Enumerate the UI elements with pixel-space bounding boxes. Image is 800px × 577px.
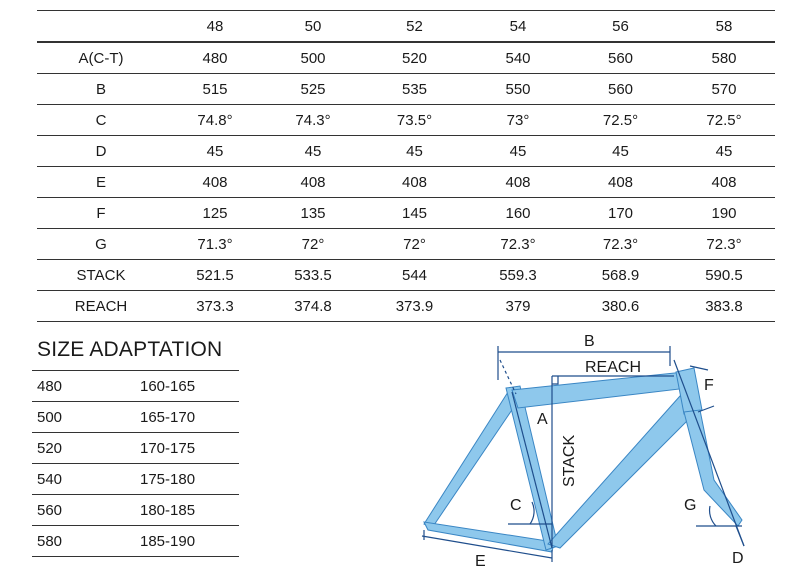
label-a: A — [537, 411, 548, 428]
geometry-value: 544 — [401, 266, 428, 284]
geometry-value: 560 — [607, 49, 634, 67]
row-label: B — [95, 80, 106, 98]
geometry-value: 380.6 — [601, 297, 640, 315]
size-header: 54 — [509, 17, 527, 35]
geometry-value: 72.3° — [602, 235, 639, 253]
geometry-value: 515 — [202, 80, 228, 98]
geometry-value: 73° — [506, 111, 530, 129]
geometry-value: 190 — [711, 204, 737, 222]
geometry-value: 525 — [300, 80, 326, 98]
label-f: F — [704, 377, 714, 394]
geometry-value: 550 — [505, 80, 531, 98]
label-reach: REACH — [585, 359, 642, 376]
geometry-value: 170 — [607, 204, 634, 222]
frame-size: 580 — [37, 532, 63, 550]
geometry-value: 379 — [505, 297, 531, 315]
geometry-value: 45 — [206, 142, 224, 160]
geometry-value: 72° — [403, 235, 426, 253]
size-adaptation-title: SIZE ADAPTATION — [37, 338, 223, 361]
geometry-value: 160 — [505, 204, 531, 222]
geometry-value: 500 — [300, 49, 326, 67]
row-label: STACK — [76, 266, 126, 284]
label-d: D — [732, 550, 744, 567]
frame-size: 560 — [37, 501, 63, 519]
geometry-value: 568.9 — [601, 266, 640, 284]
geometry-value: 408 — [711, 173, 737, 191]
geometry-value: 383.8 — [705, 297, 743, 315]
frame-tubes — [424, 368, 742, 552]
rider-height: 165-170 — [140, 408, 196, 426]
geometry-value: 45 — [406, 142, 423, 160]
geometry-value: 373.9 — [395, 297, 434, 315]
frame-size: 480 — [37, 377, 63, 395]
rider-height: 185-190 — [140, 532, 196, 550]
geometry-value: 533.5 — [294, 266, 332, 284]
geometry-value: 74.8° — [197, 111, 233, 129]
geometry-value: 408 — [202, 173, 228, 191]
geometry-value: 45 — [715, 142, 733, 160]
frame-size: 520 — [37, 439, 63, 457]
geometry-value: 480 — [202, 49, 228, 67]
geometry-value: 74.3° — [295, 111, 331, 129]
row-label: G — [95, 235, 107, 253]
row-label: REACH — [74, 297, 128, 315]
frame-size: 500 — [37, 408, 63, 426]
row-label: A(C-T) — [78, 49, 124, 67]
geometry-value: 71.3° — [197, 235, 233, 253]
geometry-value: 408 — [300, 173, 326, 191]
size-header: 52 — [406, 17, 423, 35]
geometry-value: 408 — [505, 173, 531, 191]
label-g: G — [684, 497, 697, 514]
geometry-value: 72.3° — [706, 235, 742, 253]
geometry-value: 535 — [401, 80, 428, 98]
geometry-value: 374.8 — [294, 297, 332, 315]
rider-height: 170-175 — [140, 439, 196, 457]
geometry-value: 73.5° — [396, 111, 433, 129]
label-stack: STACK — [561, 434, 578, 487]
geometry-value: 559.3 — [499, 266, 537, 284]
geometry-value: 560 — [607, 80, 634, 98]
geometry-value: 540 — [505, 49, 531, 67]
geometry-value: 45 — [509, 142, 527, 160]
frame-size: 540 — [37, 470, 63, 488]
geometry-value: 72° — [301, 235, 325, 253]
geometry-value: 590.5 — [705, 266, 743, 284]
geometry-value: 373.3 — [196, 297, 234, 315]
seat-stay — [424, 392, 520, 528]
geometry-value: 45 — [612, 142, 629, 160]
top-tube — [512, 372, 688, 408]
geometry-value: 408 — [401, 173, 428, 191]
size-header: 48 — [206, 17, 224, 35]
geometry-value: 125 — [202, 204, 228, 222]
row-label: F — [96, 204, 106, 222]
label-b: B — [584, 333, 595, 350]
geometry-value: 45 — [304, 142, 322, 160]
row-label: D — [95, 142, 107, 160]
row-label: C — [95, 111, 107, 129]
geometry-value: 72.5° — [602, 111, 639, 129]
size-header: 58 — [715, 17, 733, 35]
geometry-value: 580 — [711, 49, 737, 67]
rider-height: 180-185 — [140, 501, 196, 519]
rider-height: 160-165 — [140, 377, 196, 395]
size-header: 50 — [304, 17, 322, 35]
geometry-value: 520 — [401, 49, 428, 67]
size-header: 56 — [612, 17, 629, 35]
geometry-value: 570 — [711, 80, 737, 98]
geometry-value: 408 — [607, 173, 634, 191]
row-label: E — [95, 173, 106, 191]
geometry-value: 72.5° — [706, 111, 742, 129]
label-e: E — [475, 553, 486, 570]
geometry-value: 145 — [401, 204, 428, 222]
rider-height: 175-180 — [140, 470, 196, 488]
geometry-value: 521.5 — [196, 266, 234, 284]
label-c: C — [510, 497, 522, 514]
geometry-value: 72.3° — [500, 235, 536, 253]
geometry-value: 135 — [300, 204, 326, 222]
